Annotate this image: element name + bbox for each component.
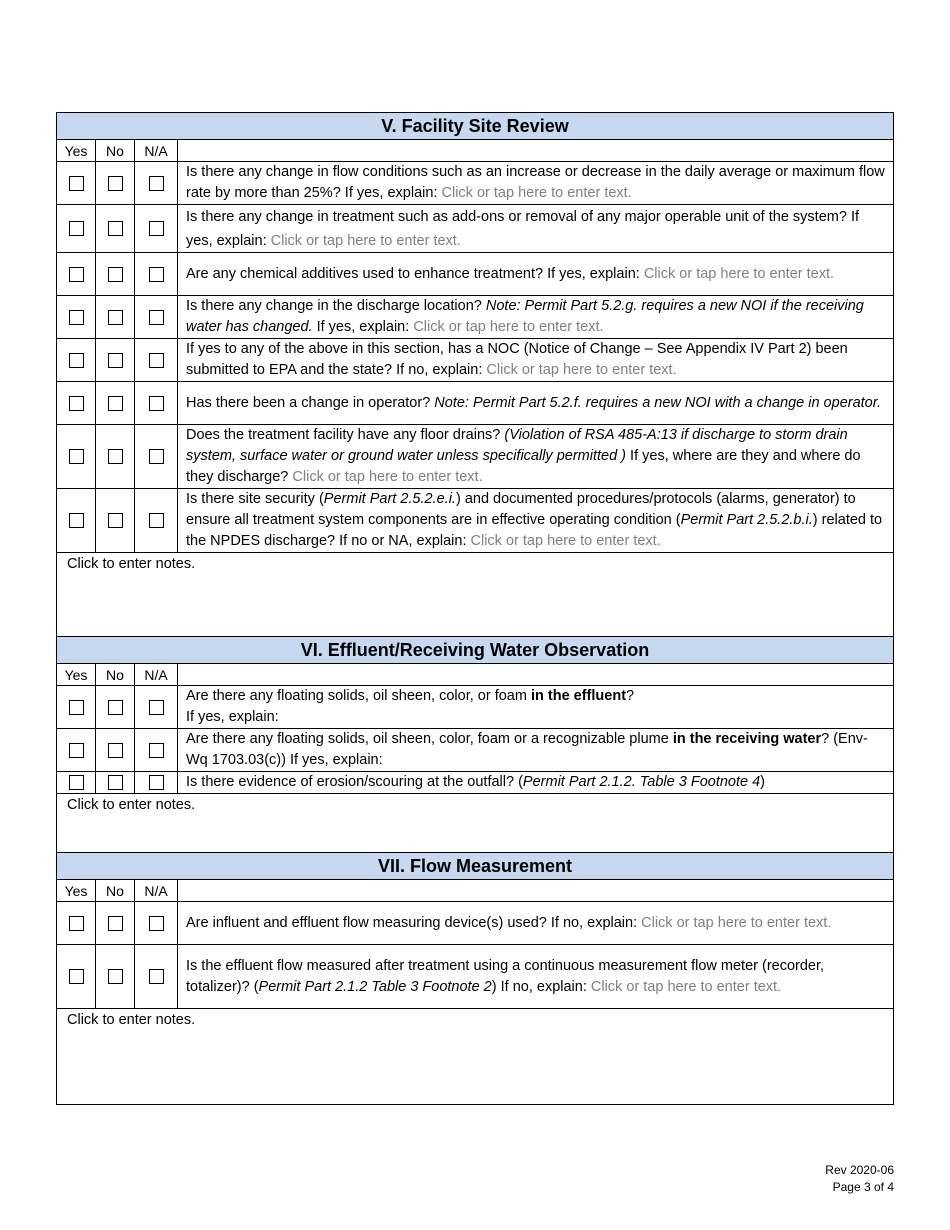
yes-checkbox[interactable] bbox=[69, 221, 84, 236]
question-text: If yes, explain: bbox=[312, 319, 410, 335]
revision-label: Rev 2020-06 bbox=[825, 1163, 894, 1177]
text-entry-field[interactable]: Click or tap here to enter text. bbox=[590, 978, 782, 995]
text-entry-field[interactable]: Click or tap here to enter text. bbox=[413, 319, 604, 335]
no-checkbox[interactable] bbox=[108, 449, 123, 464]
question-row bbox=[57, 296, 893, 339]
na-header: N/A bbox=[135, 664, 178, 685]
question-row bbox=[57, 729, 893, 772]
permit-note: Note: Permit Part 5.2.f. requires a new NOI with a change in operator. bbox=[434, 394, 882, 411]
no-header: No bbox=[96, 880, 135, 901]
page-footer bbox=[825, 1162, 894, 1196]
question-text: If yes, where are they and where do they discharge? bbox=[186, 448, 861, 485]
text-entry-field[interactable]: Click or tap here to enter text. bbox=[486, 362, 677, 378]
question-text: Are there any floating solids, oil sheen, color, or foam bbox=[186, 688, 531, 704]
question-text: If yes to any of the above in this section, has a NOC (Notice of Change – See Appendix IV Part 2) been submitted to EPA and the state? If no, explain: bbox=[186, 341, 848, 378]
yes-header: Yes bbox=[57, 664, 96, 685]
permit-reference: Permit Part 2.5.2.e.i. bbox=[323, 491, 456, 507]
text-entry-field[interactable]: Click or tap here to enter text. bbox=[470, 533, 661, 549]
question-text: ) related to the NPDES discharge? If no or NA, explain: bbox=[186, 512, 883, 549]
question-text: Is there any change in flow conditions such as an increase or decrease in the daily average or maximum flow rate by more than 25%? If yes, explain: bbox=[186, 164, 885, 201]
no-checkbox[interactable] bbox=[108, 700, 123, 715]
na-checkbox[interactable] bbox=[149, 396, 164, 411]
page-number: Page 3 of 4 bbox=[832, 1180, 894, 1194]
yes-checkbox[interactable] bbox=[69, 176, 84, 191]
question-row bbox=[57, 489, 893, 553]
no-checkbox[interactable] bbox=[108, 353, 123, 368]
no-checkbox[interactable] bbox=[108, 176, 123, 191]
yes-checkbox[interactable] bbox=[69, 743, 84, 758]
question-text: ) If no, explain: bbox=[491, 978, 587, 995]
section-title: V. Facility Site Review bbox=[57, 113, 893, 140]
no-checkbox[interactable] bbox=[108, 969, 123, 984]
na-header: N/A bbox=[135, 880, 178, 901]
notes-field[interactable]: Click to enter notes. bbox=[67, 797, 196, 813]
no-checkbox[interactable] bbox=[108, 775, 123, 790]
text-entry-field[interactable]: Click or tap here to enter text. bbox=[641, 914, 832, 931]
no-header: No bbox=[96, 140, 135, 161]
question-text: Has there been a change in operator? bbox=[186, 394, 435, 411]
na-header: N/A bbox=[135, 140, 178, 161]
question-row bbox=[57, 945, 893, 1009]
na-checkbox[interactable] bbox=[149, 969, 164, 984]
yes-checkbox[interactable] bbox=[69, 310, 84, 325]
question-row bbox=[57, 382, 893, 425]
section-facility-site-review bbox=[56, 112, 894, 637]
na-checkbox[interactable] bbox=[149, 513, 164, 528]
question-text: Is there any change in the discharge location? bbox=[186, 298, 486, 314]
text-entry-field[interactable]: Click or tap here to enter text. bbox=[643, 265, 835, 282]
na-checkbox[interactable] bbox=[149, 449, 164, 464]
na-checkbox[interactable] bbox=[149, 221, 164, 236]
checkbox-header-row bbox=[57, 880, 893, 902]
notes-field[interactable]: Click to enter notes. bbox=[67, 556, 196, 572]
section-flow-measurement bbox=[56, 852, 894, 1105]
permit-reference: Permit Part 2.5.2.b.i. bbox=[680, 512, 813, 528]
yes-header: Yes bbox=[57, 880, 96, 901]
permit-reference: Permit Part 2.1.2. Table 3 Footnote 4 bbox=[522, 774, 761, 790]
yes-checkbox[interactable] bbox=[69, 916, 84, 931]
question-text: ? bbox=[626, 688, 635, 704]
no-checkbox[interactable] bbox=[108, 267, 123, 282]
yes-checkbox[interactable] bbox=[69, 969, 84, 984]
no-header: No bbox=[96, 664, 135, 685]
no-checkbox[interactable] bbox=[108, 513, 123, 528]
emphasis: in the effluent bbox=[530, 688, 627, 704]
question-text: ? (Env-Wq 1703.03(c)) If yes, explain: bbox=[186, 731, 868, 768]
no-checkbox[interactable] bbox=[108, 396, 123, 411]
no-checkbox[interactable] bbox=[108, 310, 123, 325]
question-row bbox=[57, 162, 893, 205]
na-checkbox[interactable] bbox=[149, 353, 164, 368]
na-checkbox[interactable] bbox=[149, 176, 164, 191]
question-text: Is the effluent flow measured after treatment using a continuous measurement flow meter (recorder, totalizer)? ( bbox=[186, 957, 825, 995]
text-entry-field[interactable]: Click or tap here to enter text. bbox=[441, 185, 632, 201]
yes-header: Yes bbox=[57, 140, 96, 161]
no-checkbox[interactable] bbox=[108, 743, 123, 758]
emphasis: in the receiving water bbox=[672, 731, 822, 747]
na-checkbox[interactable] bbox=[149, 743, 164, 758]
question-text: Is there site security ( bbox=[186, 491, 324, 507]
yes-checkbox[interactable] bbox=[69, 449, 84, 464]
question-row bbox=[57, 902, 893, 945]
section-title: VI. Effluent/Receiving Water Observation bbox=[57, 637, 893, 664]
na-checkbox[interactable] bbox=[149, 267, 164, 282]
yes-checkbox[interactable] bbox=[69, 396, 84, 411]
text-entry-field[interactable]: Click or tap here to enter text. bbox=[270, 232, 461, 249]
question-row bbox=[57, 253, 893, 296]
question-text: Are influent and effluent flow measuring device(s) used? If no, explain: bbox=[186, 914, 638, 931]
yes-checkbox[interactable] bbox=[69, 513, 84, 528]
question-row bbox=[57, 339, 893, 382]
notes-field[interactable]: Click to enter notes. bbox=[67, 1012, 196, 1028]
no-checkbox[interactable] bbox=[108, 221, 123, 236]
question-text: ) bbox=[760, 774, 766, 790]
question-row bbox=[57, 686, 893, 729]
na-checkbox[interactable] bbox=[149, 310, 164, 325]
section-title: VII. Flow Measurement bbox=[57, 853, 893, 880]
question-row bbox=[57, 425, 893, 489]
question-text: Is there evidence of erosion/scouring at the outfall? ( bbox=[186, 774, 523, 790]
yes-checkbox[interactable] bbox=[69, 267, 84, 282]
no-checkbox[interactable] bbox=[108, 916, 123, 931]
permit-note: (Violation of RSA 485-A:13 if discharge to storm drain system, surface water or ground water unless specifically permitted ) bbox=[186, 427, 848, 464]
yes-checkbox[interactable] bbox=[69, 775, 84, 790]
section-effluent-observation bbox=[56, 636, 894, 853]
permit-note: Note: Permit Part 5.2.g. requires a new NOI if the receiving water has changed. bbox=[186, 298, 864, 335]
checkbox-header-row bbox=[57, 664, 893, 686]
question-text: Is there any change in treatment such as add-ons or removal of any major operable unit of the system? If yes, explain: bbox=[186, 208, 859, 249]
question-text: Are any chemical additives used to enhance treatment? If yes, explain: bbox=[186, 265, 640, 282]
question-text: ) and documented procedures/protocols (alarms, generator) to ensure all treatment system components are in effective operating condition ( bbox=[186, 491, 856, 528]
question-text: Are there any floating solids, oil sheen, color, foam or a recognizable plume bbox=[186, 731, 673, 747]
question-text: Does the treatment facility have any floor drains? bbox=[186, 427, 505, 443]
na-checkbox[interactable] bbox=[149, 775, 164, 790]
question-row bbox=[57, 772, 893, 794]
yes-checkbox[interactable] bbox=[69, 700, 84, 715]
checkbox-header-row bbox=[57, 140, 893, 162]
na-checkbox[interactable] bbox=[149, 916, 164, 931]
yes-checkbox[interactable] bbox=[69, 353, 84, 368]
question-row bbox=[57, 205, 893, 253]
text-entry-field[interactable]: Click or tap here to enter text. bbox=[292, 469, 483, 485]
permit-reference: Permit Part 2.1.2 Table 3 Footnote 2 bbox=[258, 978, 492, 995]
question-text: If yes, explain: bbox=[186, 709, 279, 725]
na-checkbox[interactable] bbox=[149, 700, 164, 715]
